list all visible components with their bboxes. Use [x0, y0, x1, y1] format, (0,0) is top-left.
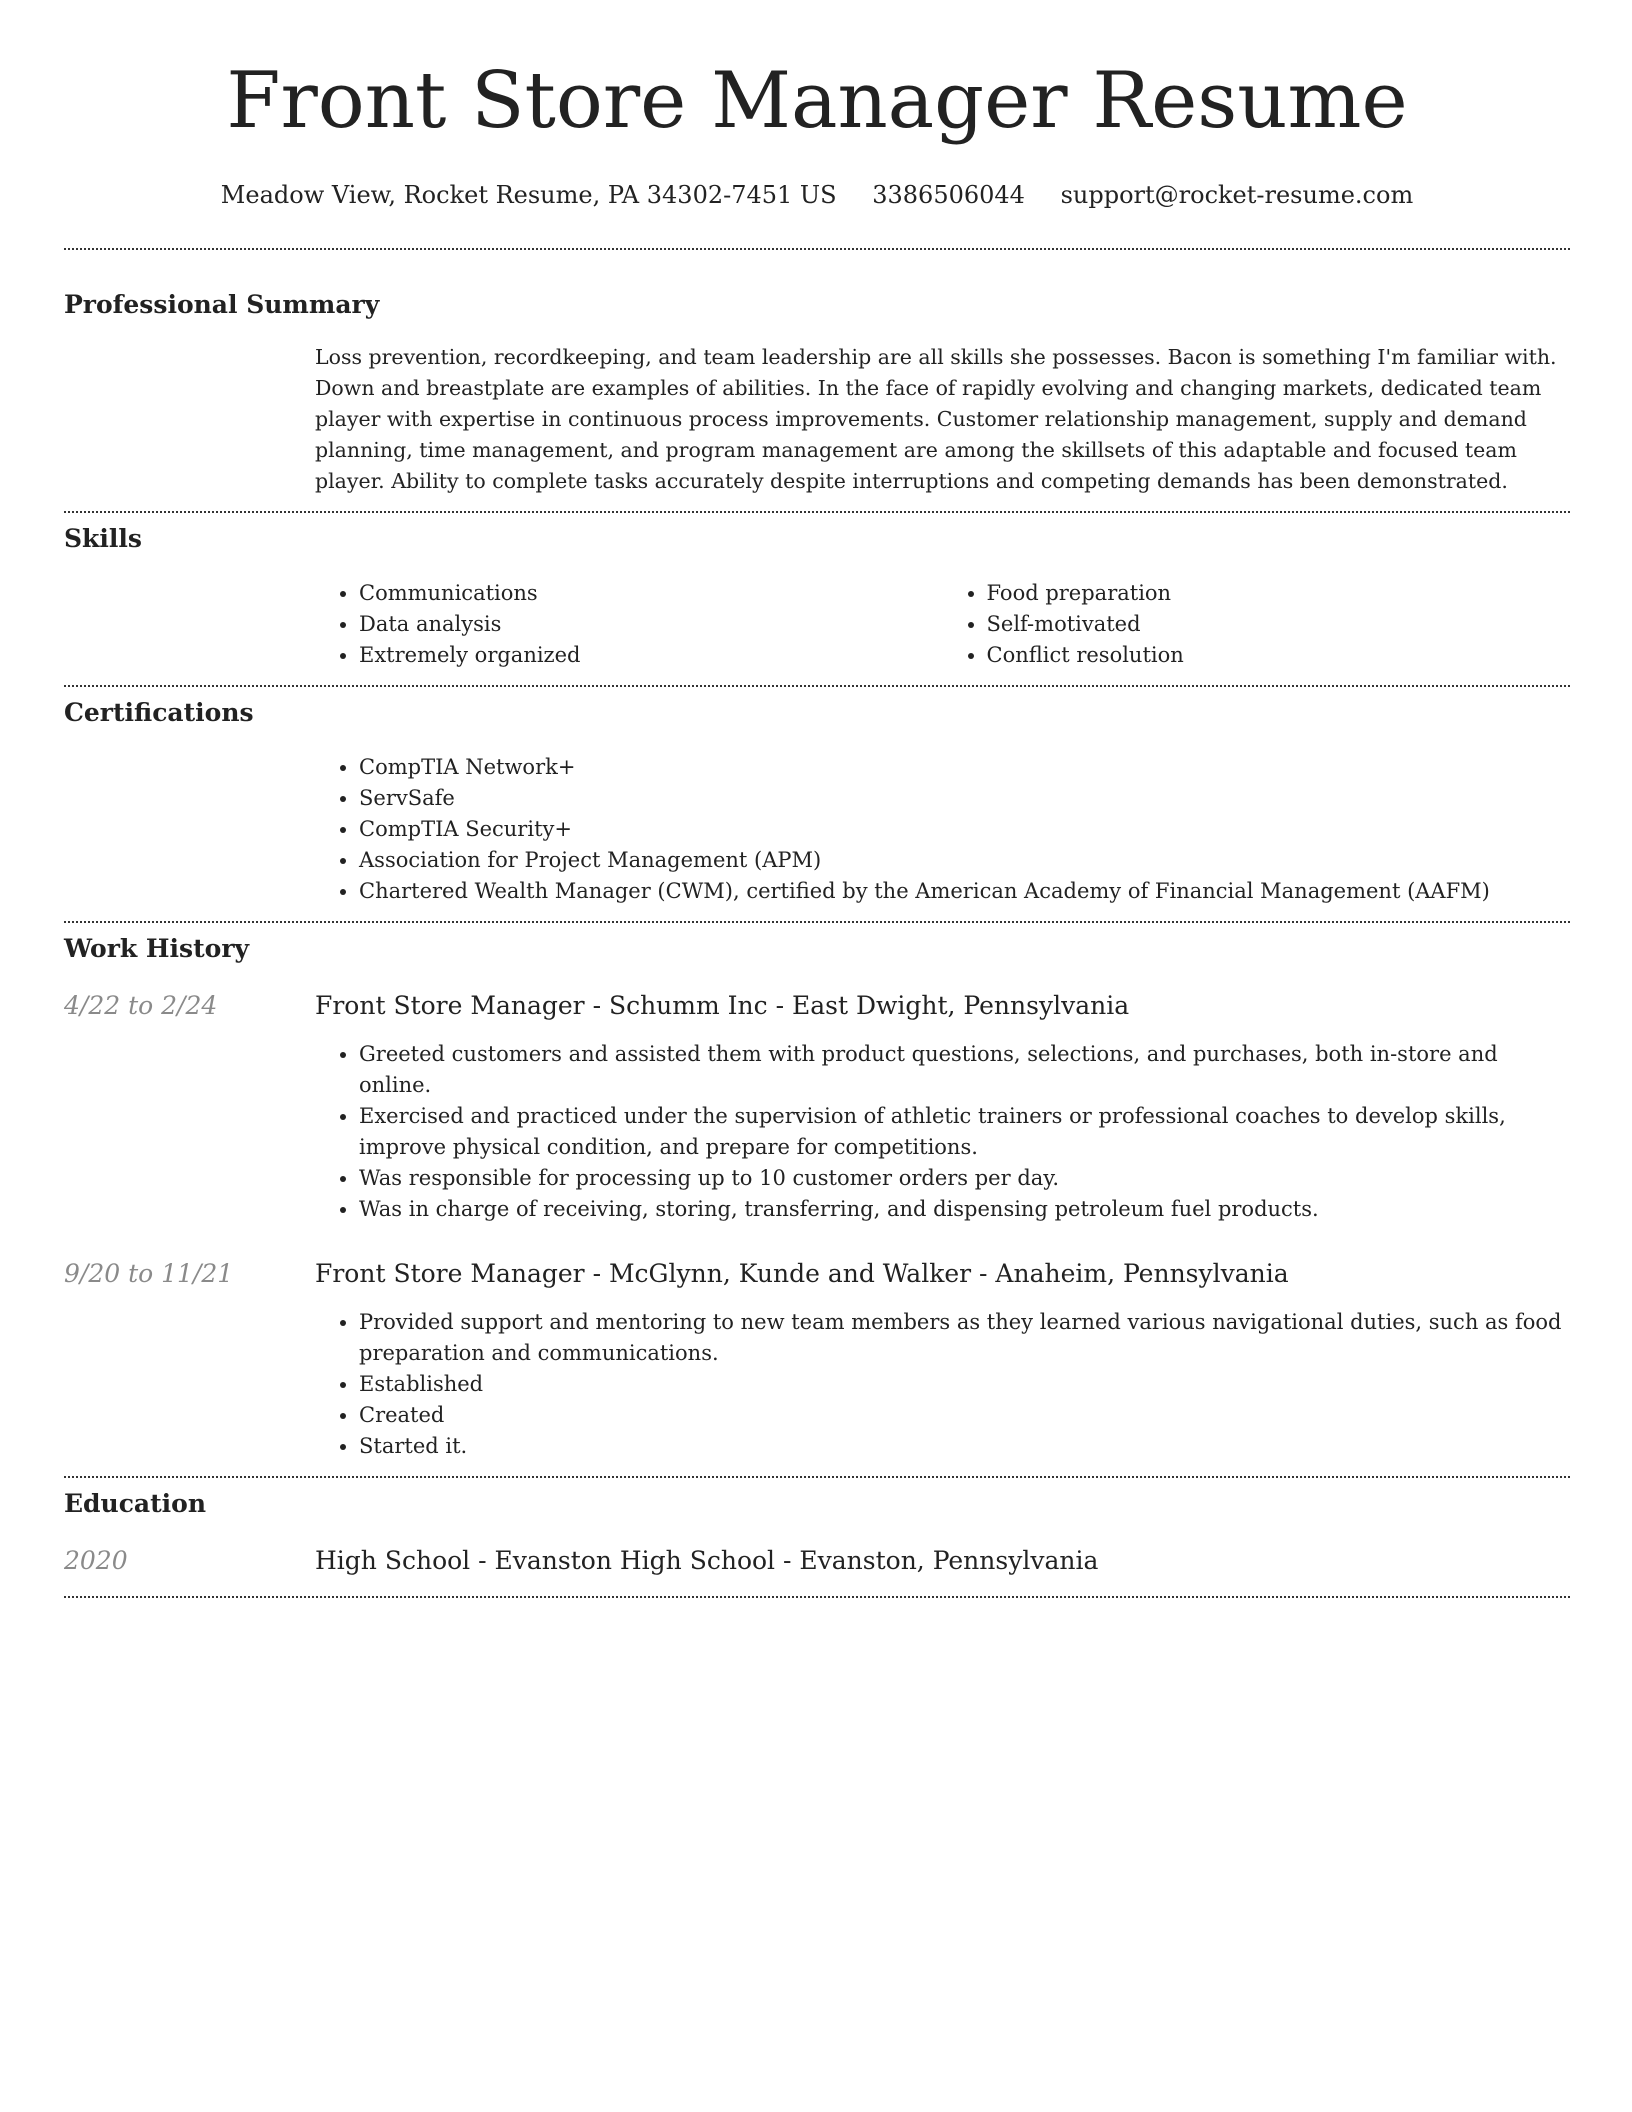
job-bullet-list — [315, 1307, 1570, 1462]
list-item: • Extremely organized — [359, 640, 943, 671]
contact-address: Meadow View, Rocket Resume, PA 34302-7451 US — [220, 181, 837, 209]
list-item: • Association for Project Management (APM) — [359, 845, 1570, 876]
certifications-section — [64, 687, 1570, 907]
summary-section — [64, 250, 1570, 497]
list-item: • Started it. — [359, 1431, 1570, 1462]
job-entry — [64, 1259, 1570, 1462]
list-item: • Communications — [359, 578, 943, 609]
education-heading: High School - Evanston High School - Evanston, Pennsylvania — [315, 1546, 1099, 1575]
skills-list-right — [943, 578, 1571, 671]
section-title-work-history: Work History — [64, 934, 250, 963]
contact-phone: 3386506044 — [872, 181, 1025, 209]
contact-email: support@rocket-resume.com — [1060, 181, 1414, 209]
section-title-summary: Professional Summary — [64, 290, 380, 319]
section-title-education: Education — [64, 1489, 207, 1518]
list-item: • Greeted customers and assisted them with product questions, selections, and purchases, both in-store and online. — [359, 1039, 1570, 1101]
list-item: • Food preparation — [987, 578, 1571, 609]
list-item: • Exercised and practiced under the supervision of athletic trainers or professional coaches to develop skills, improve physical condition, and prepare for competitions. — [359, 1101, 1570, 1163]
certifications-list — [315, 752, 1570, 907]
list-item: • Provided support and mentoring to new team members as they learned various navigational duties, such as food preparation and communications. — [359, 1307, 1570, 1369]
skills-list-left — [315, 578, 943, 671]
list-item: • ServSafe — [359, 783, 1570, 814]
list-item: • Chartered Wealth Manager (CWM), certified by the American Academy of Financial Management (AAFM) — [359, 876, 1570, 907]
job-heading: Front Store Manager - Schumm Inc - East Dwight, Pennsylvania — [315, 991, 1130, 1020]
list-item: • Was in charge of receiving, storing, transferring, and dispensing petroleum fuel products. — [359, 1194, 1570, 1225]
contact-line — [64, 180, 1570, 210]
education-section — [64, 1478, 1570, 1576]
section-title-certifications: Certifications — [64, 698, 254, 727]
list-item: • Established — [359, 1369, 1570, 1400]
job-dates: 4/22 to 2/24 — [64, 991, 218, 1020]
list-item: • CompTIA Network+ — [359, 752, 1570, 783]
summary-text: Loss prevention, recordkeeping, and team leadership are all skills she possesses. Bacon is something I'm familiar with. Down and breastplate are examples of abilities. In the face of rapidly evolving and changing markets, dedicated team player with expertise in continuous process improvements. Customer relationship management, supply and demand planning, time management, and program management are among the skillsets of this adaptable and focused team player. Ability to complete tasks accurately despite interruptions and competing demands has been demonstrated. — [315, 345, 1557, 493]
list-item: • Was responsible for processing up to 10 customer orders per day. — [359, 1163, 1570, 1194]
skills-section — [64, 513, 1570, 671]
job-bullet-list — [315, 1039, 1570, 1225]
list-item: • Data analysis — [359, 609, 943, 640]
work-history-section — [64, 923, 1570, 1462]
job-entry — [64, 991, 1570, 1225]
list-item: • Created — [359, 1400, 1570, 1431]
divider — [64, 1596, 1570, 1598]
education-date: 2020 — [64, 1546, 128, 1575]
resume-page — [64, 0, 1570, 1598]
list-item: • Self-motivated — [987, 609, 1571, 640]
job-heading: Front Store Manager - McGlynn, Kunde and Walker - Anaheim, Pennsylvania — [315, 1259, 1289, 1288]
job-dates: 9/20 to 11/21 — [64, 1259, 234, 1288]
list-item: • CompTIA Security+ — [359, 814, 1570, 845]
resume-title: Front Store Manager Resume — [226, 56, 1408, 146]
list-item: • Conflict resolution — [987, 640, 1571, 671]
section-title-skills: Skills — [64, 524, 142, 553]
